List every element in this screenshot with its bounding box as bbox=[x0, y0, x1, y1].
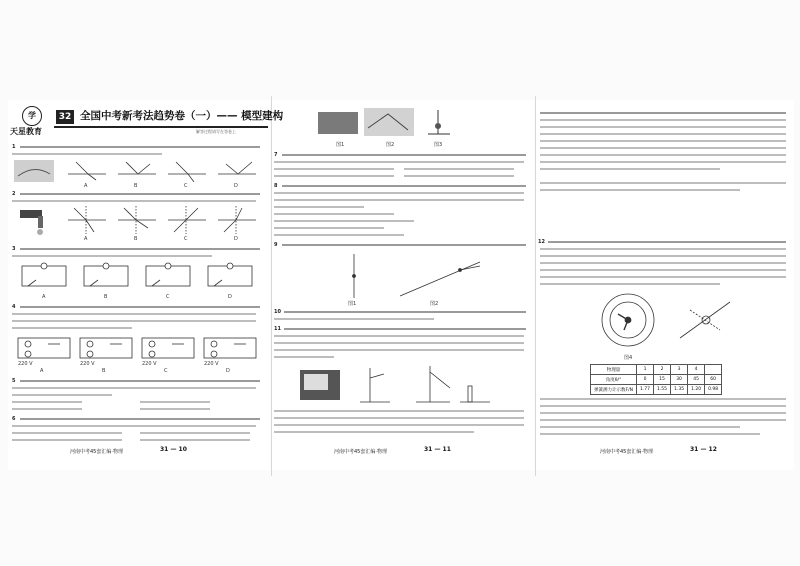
table-cell: 0.98 bbox=[705, 385, 722, 395]
figure-label: 图1 bbox=[336, 142, 345, 148]
question-text-line bbox=[12, 425, 256, 427]
question-text-line bbox=[20, 248, 260, 250]
figure-label: 图4 bbox=[624, 355, 633, 361]
table-cell: 1.77 bbox=[636, 385, 653, 395]
question-text-line bbox=[274, 424, 524, 426]
table-cell: 2 bbox=[654, 365, 671, 375]
question-text-line bbox=[20, 193, 260, 195]
question-text-line bbox=[12, 313, 256, 315]
table-cell: 4 bbox=[688, 365, 705, 375]
question-text-line bbox=[282, 185, 526, 187]
option-label: B bbox=[134, 183, 138, 189]
question-text-line bbox=[20, 380, 260, 382]
page-number: 31 — 11 bbox=[424, 446, 451, 453]
question-text-line bbox=[274, 199, 524, 201]
question-number: 5 bbox=[12, 378, 16, 384]
question-text-line bbox=[540, 168, 720, 170]
page-number: 31 — 10 bbox=[160, 446, 187, 453]
table-cell: 弹簧测力计示数F/N bbox=[591, 385, 637, 395]
option-text-line bbox=[274, 168, 394, 170]
question-text-line bbox=[12, 327, 132, 329]
exam-subtitle: 解答过程请写在答卷上 bbox=[196, 129, 236, 134]
table-cell: 45 bbox=[688, 375, 705, 385]
question-number: 9 bbox=[274, 242, 278, 248]
question-number: 11 bbox=[274, 326, 281, 332]
table-cell: 15 bbox=[654, 375, 671, 385]
question-text-line bbox=[12, 394, 112, 396]
option-label: A bbox=[84, 236, 88, 242]
option-text-line bbox=[404, 168, 514, 170]
question-text-line bbox=[274, 431, 474, 433]
question-number: 4 bbox=[12, 304, 16, 310]
turntable-figure bbox=[590, 290, 750, 352]
question-text-line bbox=[540, 189, 740, 191]
question-text-line bbox=[540, 283, 720, 285]
question-number: 12 bbox=[538, 239, 545, 245]
option-text-line bbox=[12, 408, 82, 410]
option-text-line bbox=[12, 401, 82, 403]
question-text-line bbox=[12, 387, 256, 389]
question-text-line bbox=[540, 126, 786, 128]
table-cell: 0 bbox=[636, 375, 653, 385]
question-text-line bbox=[282, 244, 526, 246]
voltage-label: 220 V bbox=[142, 361, 157, 367]
option-text-line bbox=[12, 432, 122, 434]
option-label: C bbox=[166, 294, 170, 300]
figure-label: 图3 bbox=[434, 142, 443, 148]
question-number: 3 bbox=[12, 246, 16, 252]
table-row bbox=[591, 365, 722, 375]
question-number: 2 bbox=[12, 191, 16, 197]
option-text-line bbox=[140, 401, 210, 403]
question-text-line bbox=[20, 306, 260, 308]
logo-badge: 学 bbox=[22, 106, 42, 126]
question-number: 8 bbox=[274, 183, 278, 189]
option-label: D bbox=[234, 236, 238, 242]
refraction-diagrams bbox=[66, 206, 262, 234]
option-label: C bbox=[184, 236, 188, 242]
question-text-line bbox=[274, 342, 524, 344]
footer-label: 河南中考45套汇编·物理 bbox=[600, 449, 653, 455]
circuit-diagrams bbox=[14, 262, 262, 292]
ray-diagrams bbox=[66, 160, 262, 182]
question-text-line bbox=[274, 356, 334, 358]
column-divider bbox=[535, 96, 536, 476]
question-text-line bbox=[20, 418, 260, 420]
question-text-line bbox=[548, 241, 786, 243]
table-cell: 1.55 bbox=[654, 385, 671, 395]
figure-label: 图1 bbox=[348, 301, 357, 307]
option-label: A bbox=[42, 294, 46, 300]
question-text-line bbox=[540, 248, 786, 250]
figure-label: 图2 bbox=[386, 142, 395, 148]
question-number: 7 bbox=[274, 152, 278, 158]
table-cell: 角度θ/° bbox=[591, 375, 637, 385]
question-text-line bbox=[540, 154, 786, 156]
question-text-line bbox=[540, 119, 786, 121]
question-number: 1 bbox=[12, 144, 16, 150]
question-text-line bbox=[274, 349, 524, 351]
table-cell: 1.35 bbox=[671, 385, 688, 395]
option-text-line bbox=[274, 213, 394, 215]
table-cell bbox=[705, 365, 722, 375]
option-text-line bbox=[140, 439, 250, 441]
question-text-line bbox=[540, 276, 786, 278]
logo-text: 天星教育 bbox=[10, 127, 42, 136]
question-text-line bbox=[540, 412, 786, 414]
voltage-label: 220 V bbox=[80, 361, 95, 367]
option-text-line bbox=[140, 432, 250, 434]
figure-label: 图2 bbox=[430, 301, 439, 307]
option-text-line bbox=[274, 234, 404, 236]
question-text-line bbox=[274, 335, 524, 337]
question-text-line bbox=[540, 112, 786, 114]
option-label: A bbox=[84, 183, 88, 189]
option-label: B bbox=[102, 368, 106, 374]
table-row bbox=[591, 375, 722, 385]
exam-title: 全国中考新考法趋势卷（一）—— 模型建构 bbox=[80, 110, 284, 122]
option-label: C bbox=[164, 368, 168, 374]
footer-label: 河南中考45套汇编·物理 bbox=[70, 449, 123, 455]
option-text-line bbox=[274, 175, 394, 177]
question-text-line bbox=[282, 154, 526, 156]
table-cell: 60 bbox=[705, 375, 722, 385]
question-text-line bbox=[274, 161, 524, 163]
question-text-line bbox=[540, 426, 740, 428]
motor-circuit-diagrams bbox=[14, 334, 262, 364]
option-text-line bbox=[140, 408, 210, 410]
publisher-logo bbox=[10, 106, 52, 142]
question-text-line bbox=[12, 200, 256, 202]
footer-label: 河南中考45套汇编·物理 bbox=[334, 449, 387, 455]
question-text-line bbox=[274, 410, 524, 412]
force-diagrams bbox=[330, 252, 490, 304]
question-text-line bbox=[540, 147, 786, 149]
table-row bbox=[591, 385, 722, 395]
page-number: 31 — 12 bbox=[690, 446, 717, 453]
option-label: A bbox=[40, 368, 44, 374]
question-text-line bbox=[540, 255, 786, 257]
title-rule bbox=[54, 126, 268, 128]
question-text-line bbox=[540, 182, 786, 184]
photo-figure bbox=[14, 160, 54, 182]
lever-apparatus-figures bbox=[300, 364, 500, 406]
experiment-photos bbox=[318, 106, 468, 140]
table-cell: 3 bbox=[671, 365, 688, 375]
option-label: D bbox=[226, 368, 230, 374]
page-badge: 32 bbox=[56, 110, 74, 124]
data-table bbox=[590, 364, 722, 395]
question-text-line bbox=[284, 311, 526, 313]
question-text-line bbox=[540, 269, 786, 271]
question-text-line bbox=[274, 206, 364, 208]
question-text-line bbox=[274, 192, 524, 194]
question-text-line bbox=[274, 417, 524, 419]
question-text-line bbox=[20, 146, 260, 148]
option-label: B bbox=[134, 236, 138, 242]
table-cell: 1 bbox=[636, 365, 653, 375]
question-text-line bbox=[540, 405, 786, 407]
option-label: D bbox=[234, 183, 238, 189]
option-label: D bbox=[228, 294, 232, 300]
table-cell: 物理量 bbox=[591, 365, 637, 375]
question-text-line bbox=[540, 140, 786, 142]
question-number: 10 bbox=[274, 309, 281, 315]
question-text-line bbox=[284, 328, 526, 330]
option-text-line bbox=[404, 175, 514, 177]
question-text-line bbox=[540, 419, 786, 421]
question-text-line bbox=[540, 262, 786, 264]
option-label: C bbox=[184, 183, 188, 189]
option-label: B bbox=[104, 294, 108, 300]
question-text-line bbox=[12, 320, 256, 322]
question-number: 6 bbox=[12, 416, 16, 422]
column-divider bbox=[271, 96, 272, 476]
table-cell: 30 bbox=[671, 375, 688, 385]
question-text-line bbox=[540, 161, 786, 163]
option-text-line bbox=[274, 227, 384, 229]
question-text-line bbox=[12, 255, 212, 257]
question-text-line bbox=[274, 318, 434, 320]
question-text-line bbox=[540, 398, 786, 400]
voltage-label: 220 V bbox=[18, 361, 33, 367]
faucet-figure bbox=[14, 206, 54, 236]
option-text-line bbox=[12, 439, 122, 441]
question-text-line bbox=[12, 153, 162, 155]
option-text-line bbox=[274, 220, 414, 222]
question-text-line bbox=[540, 433, 760, 435]
table-cell: 1.20 bbox=[688, 385, 705, 395]
question-text-line bbox=[540, 133, 786, 135]
voltage-label: 220 V bbox=[204, 361, 219, 367]
